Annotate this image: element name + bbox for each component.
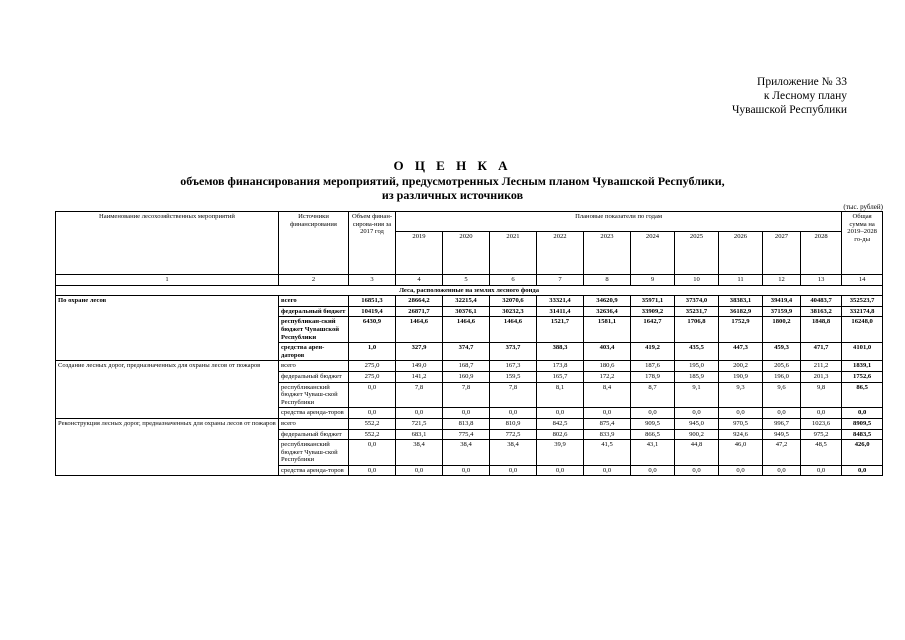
year-value: 28664,2: [396, 296, 443, 307]
year-value: 36182,9: [719, 306, 763, 317]
source-name: федеральный бюджет: [279, 371, 349, 382]
year-value: 0,0: [537, 465, 584, 476]
year-value: 48,5: [801, 440, 842, 466]
column-number: 4: [396, 275, 443, 286]
header-year: 2027: [763, 232, 801, 275]
year-value: 168,7: [443, 361, 490, 372]
year-value: 802,6: [537, 429, 584, 440]
year-value: 0,0: [675, 465, 719, 476]
title-line-2: объемов финансирования мероприятий, предусмотренных Лесным планом Чувашской Республики,: [180, 174, 725, 188]
year-value: 141,2: [396, 371, 443, 382]
appendix-note: [647, 75, 847, 117]
year-value: 9,3: [719, 382, 763, 408]
year-value: 8,4: [584, 382, 631, 408]
column-number: 2: [279, 275, 349, 286]
year-value: 0,0: [396, 408, 443, 419]
volume-2017: 275,0: [349, 361, 396, 372]
year-value: 32636,4: [584, 306, 631, 317]
column-number: 6: [490, 275, 537, 286]
year-value: 1752,9: [719, 317, 763, 343]
year-value: 38,4: [396, 440, 443, 466]
year-value: 459,3: [763, 343, 801, 361]
year-value: 996,7: [763, 418, 801, 429]
year-value: 0,0: [584, 408, 631, 419]
table-row: [56, 296, 883, 307]
header-year: 2023: [584, 232, 631, 275]
year-value: 975,2: [801, 429, 842, 440]
year-value: 195,0: [675, 361, 719, 372]
title-main: О Ц Е Н К А: [393, 158, 512, 173]
year-value: 1581,1: [584, 317, 631, 343]
source-name: всего: [279, 361, 349, 372]
total-value: 1839,1: [842, 361, 883, 372]
year-value: 1706,8: [675, 317, 719, 343]
year-value: 875,4: [584, 418, 631, 429]
year-value: 160,9: [443, 371, 490, 382]
year-value: 721,5: [396, 418, 443, 429]
year-value: 772,5: [490, 429, 537, 440]
column-number: 9: [631, 275, 675, 286]
year-value: 0,0: [584, 465, 631, 476]
appendix-line-3: Чувашской Республики: [731, 104, 847, 116]
year-value: 44,8: [675, 440, 719, 466]
volume-2017: 16851,3: [349, 296, 396, 307]
year-value: 8,1: [537, 382, 584, 408]
year-value: 1642,7: [631, 317, 675, 343]
year-value: 900,2: [675, 429, 719, 440]
year-value: 327,9: [396, 343, 443, 361]
header-planned: Плановые показатели по годам: [396, 212, 842, 232]
year-value: 0,0: [763, 408, 801, 419]
column-number: 5: [443, 275, 490, 286]
header-year: 2025: [675, 232, 719, 275]
table-row: [56, 418, 883, 429]
year-value: 0,0: [396, 465, 443, 476]
source-name: федеральный бюджет: [279, 429, 349, 440]
total-value: 0,0: [842, 465, 883, 476]
year-value: 167,3: [490, 361, 537, 372]
year-value: 26871,7: [396, 306, 443, 317]
year-value: 810,9: [490, 418, 537, 429]
section-title: Леса, расположенные на землях лесного фонда: [56, 285, 883, 296]
year-value: 211,2: [801, 361, 842, 372]
volume-2017: 10419,4: [349, 306, 396, 317]
year-value: 41,5: [584, 440, 631, 466]
appendix-line-1: Приложение № 33: [757, 76, 847, 88]
year-value: 40483,7: [801, 296, 842, 307]
total-value: 426,0: [842, 440, 883, 466]
year-value: 38,4: [490, 440, 537, 466]
year-value: 471,7: [801, 343, 842, 361]
year-value: 403,4: [584, 343, 631, 361]
activity-name: Создание лесных дорог, предназначенных для охраны лесов от пожаров: [56, 361, 279, 419]
year-value: 200,2: [719, 361, 763, 372]
year-value: 46,0: [719, 440, 763, 466]
year-value: 775,4: [443, 429, 490, 440]
year-value: 0,0: [490, 465, 537, 476]
volume-2017: 0,0: [349, 465, 396, 476]
volume-2017: 1,0: [349, 343, 396, 361]
header-year: 2020: [443, 232, 490, 275]
year-value: 1464,6: [490, 317, 537, 343]
year-value: 205,6: [763, 361, 801, 372]
header-volume-2017: Объем финан-сирова-ния за 2017 год: [349, 212, 396, 275]
total-value: 332174,8: [842, 306, 883, 317]
source-name: средства арен-даторов: [279, 343, 349, 361]
volume-2017: 0,0: [349, 382, 396, 408]
year-value: 813,8: [443, 418, 490, 429]
activity-name: По охране лесов: [56, 296, 279, 361]
year-value: 924,6: [719, 429, 763, 440]
column-number: 11: [719, 275, 763, 286]
header-year: 2024: [631, 232, 675, 275]
year-value: 35231,7: [675, 306, 719, 317]
year-value: 9,1: [675, 382, 719, 408]
source-name: всего: [279, 296, 349, 307]
year-value: 201,3: [801, 371, 842, 382]
header-year: 2028: [801, 232, 842, 275]
year-value: 447,3: [719, 343, 763, 361]
year-value: 1464,6: [443, 317, 490, 343]
header-activities: Наименование лесохозяйственных мероприятий: [56, 212, 279, 275]
column-number: 3: [349, 275, 396, 286]
year-value: 34620,9: [584, 296, 631, 307]
source-name: республиканский бюджет Чуваш-ской Республики: [279, 440, 349, 466]
year-value: 683,1: [396, 429, 443, 440]
source-name: республиканский бюджет Чуваш-ской Республики: [279, 382, 349, 408]
volume-2017: 0,0: [349, 440, 396, 466]
total-value: 8483,5: [842, 429, 883, 440]
total-value: 86,5: [842, 382, 883, 408]
year-value: 833,9: [584, 429, 631, 440]
year-value: 0,0: [763, 465, 801, 476]
year-value: 1848,8: [801, 317, 842, 343]
volume-2017: 6430,9: [349, 317, 396, 343]
year-value: 0,0: [490, 408, 537, 419]
year-value: 0,0: [719, 465, 763, 476]
year-value: 39,9: [537, 440, 584, 466]
total-value: 16248,0: [842, 317, 883, 343]
year-value: 374,7: [443, 343, 490, 361]
column-number: 10: [675, 275, 719, 286]
year-value: 178,9: [631, 371, 675, 382]
header-total: Общая сумма на 2019–2028 го-ды: [842, 212, 883, 275]
column-number: 14: [842, 275, 883, 286]
appendix-line-2: к Лесному плану: [763, 90, 847, 102]
header-year: 2022: [537, 232, 584, 275]
year-value: 1800,2: [763, 317, 801, 343]
year-value: 970,5: [719, 418, 763, 429]
year-value: 159,5: [490, 371, 537, 382]
column-number: 12: [763, 275, 801, 286]
title-line-3: из различных источников: [381, 188, 524, 202]
total-value: 0,0: [842, 408, 883, 419]
year-value: 388,3: [537, 343, 584, 361]
year-value: 0,0: [443, 465, 490, 476]
year-value: 842,5: [537, 418, 584, 429]
volume-2017: 552,2: [349, 418, 396, 429]
year-value: 419,2: [631, 343, 675, 361]
year-value: 0,0: [801, 408, 842, 419]
year-value: 0,0: [631, 408, 675, 419]
year-value: 945,0: [675, 418, 719, 429]
total-value: 4101,0: [842, 343, 883, 361]
year-value: 1464,6: [396, 317, 443, 343]
year-value: 37374,0: [675, 296, 719, 307]
year-value: 47,2: [763, 440, 801, 466]
year-value: 196,0: [763, 371, 801, 382]
year-value: 7,8: [490, 382, 537, 408]
year-value: 149,0: [396, 361, 443, 372]
header-sources: Источники финансирования: [279, 212, 349, 275]
header-year: 2021: [490, 232, 537, 275]
column-number: 7: [537, 275, 584, 286]
year-value: 7,8: [396, 382, 443, 408]
year-value: 180,6: [584, 361, 631, 372]
year-value: 0,0: [631, 465, 675, 476]
year-value: 30232,3: [490, 306, 537, 317]
year-value: 33321,4: [537, 296, 584, 307]
year-value: 909,5: [631, 418, 675, 429]
year-value: 0,0: [537, 408, 584, 419]
document-title: [0, 158, 905, 202]
source-name: республикан-ский бюджет Чувашской Республики: [279, 317, 349, 343]
header-year: 2019: [396, 232, 443, 275]
year-value: 32070,6: [490, 296, 537, 307]
year-value: 7,8: [443, 382, 490, 408]
column-number: 1: [56, 275, 279, 286]
year-value: 435,5: [675, 343, 719, 361]
year-value: 1521,7: [537, 317, 584, 343]
year-value: 9,8: [801, 382, 842, 408]
year-value: 37159,9: [763, 306, 801, 317]
source-name: средства аренда-торов: [279, 408, 349, 419]
column-number: 13: [801, 275, 842, 286]
year-value: 31411,4: [537, 306, 584, 317]
total-value: 1752,6: [842, 371, 883, 382]
year-value: 173,8: [537, 361, 584, 372]
year-value: 0,0: [801, 465, 842, 476]
year-value: 0,0: [443, 408, 490, 419]
financing-table: [55, 211, 883, 476]
source-name: всего: [279, 418, 349, 429]
source-name: федеральный бюджет: [279, 306, 349, 317]
year-value: 165,7: [537, 371, 584, 382]
year-value: 32215,4: [443, 296, 490, 307]
units-label: (тыс. рублей): [843, 203, 883, 211]
year-value: 9,6: [763, 382, 801, 408]
year-value: 35971,1: [631, 296, 675, 307]
year-value: 39419,4: [763, 296, 801, 307]
year-value: 172,2: [584, 371, 631, 382]
year-value: 8,7: [631, 382, 675, 408]
year-value: 33909,2: [631, 306, 675, 317]
year-value: 949,5: [763, 429, 801, 440]
year-value: 30376,1: [443, 306, 490, 317]
source-name: средства аренда-торов: [279, 465, 349, 476]
volume-2017: 0,0: [349, 408, 396, 419]
column-number: 8: [584, 275, 631, 286]
year-value: 187,6: [631, 361, 675, 372]
year-value: 38383,1: [719, 296, 763, 307]
volume-2017: 552,2: [349, 429, 396, 440]
total-value: 8909,5: [842, 418, 883, 429]
year-value: 866,5: [631, 429, 675, 440]
year-value: 43,1: [631, 440, 675, 466]
table-row: [56, 361, 883, 372]
year-value: 0,0: [675, 408, 719, 419]
year-value: 38,4: [443, 440, 490, 466]
year-value: 1023,6: [801, 418, 842, 429]
total-value: 352523,7: [842, 296, 883, 307]
year-value: 373,7: [490, 343, 537, 361]
year-value: 185,9: [675, 371, 719, 382]
year-value: 38163,2: [801, 306, 842, 317]
volume-2017: 275,0: [349, 371, 396, 382]
year-value: 0,0: [719, 408, 763, 419]
header-year: 2026: [719, 232, 763, 275]
year-value: 190,9: [719, 371, 763, 382]
activity-name: Реконструкция лесных дорог, предназначенных для охраны лесов от пожаров: [56, 418, 279, 476]
